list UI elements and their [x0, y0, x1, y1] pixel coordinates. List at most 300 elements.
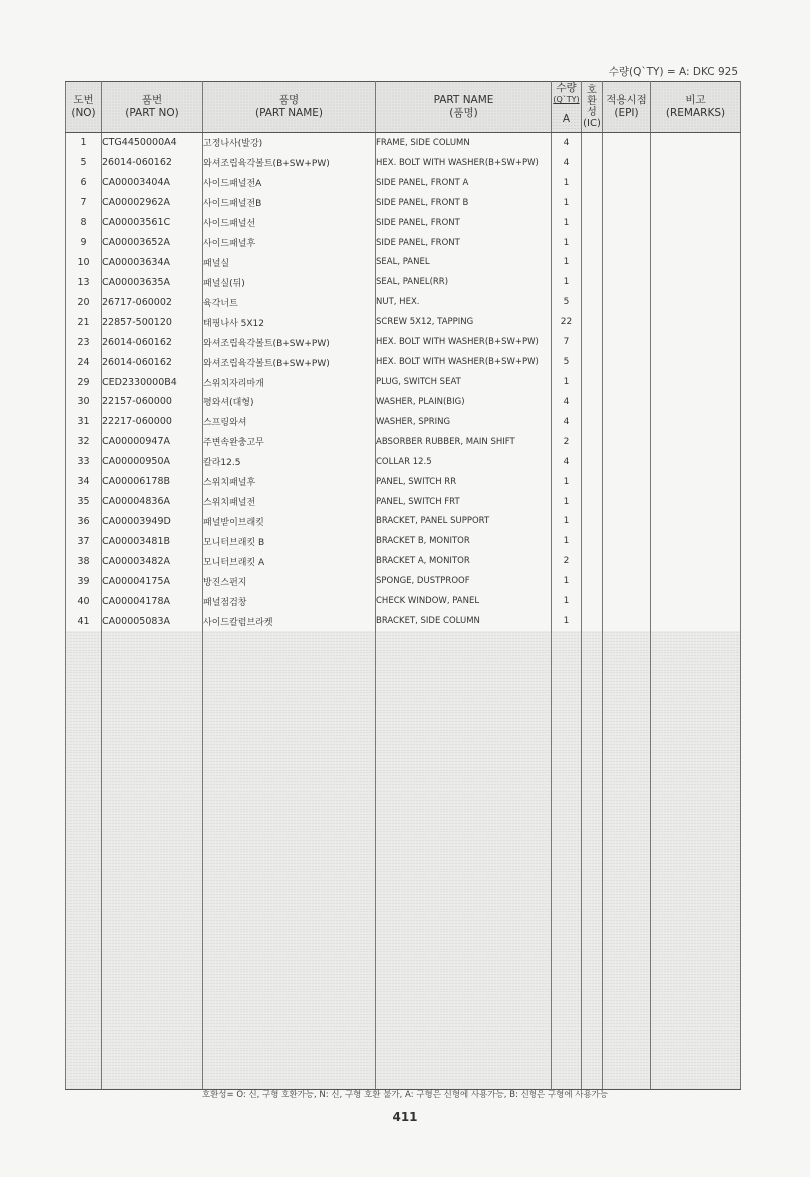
epi-cell — [603, 890, 651, 910]
empty-row — [66, 830, 741, 850]
remarks-cell — [651, 452, 741, 472]
part-number-cell: CTG4450000A4 — [102, 133, 203, 153]
part-number-cell — [102, 711, 203, 731]
part-ref-number-cell: 35 — [66, 492, 102, 512]
part-name-english-cell: ABSORBER RUBBER, MAIN SHIFT — [376, 432, 552, 452]
interchangeability-cell — [582, 771, 603, 791]
remarks-cell — [651, 890, 741, 910]
epi-cell — [603, 332, 651, 352]
part-ref-number-cell — [66, 771, 102, 791]
part-ref-number-cell: 31 — [66, 412, 102, 432]
epi-cell — [603, 133, 651, 153]
empty-row — [66, 990, 741, 1010]
col-qty-header-ko: 수량 — [556, 82, 577, 94]
empty-row — [66, 1029, 741, 1049]
part-name-english-cell: NUT, HEX. — [376, 292, 552, 312]
part-number-cell: 22857-500120 — [102, 312, 203, 332]
empty-row — [66, 810, 741, 830]
epi-cell — [603, 233, 651, 253]
remarks-cell — [651, 332, 741, 352]
part-name-english-cell: SCREW 5X12, TAPPING — [376, 312, 552, 332]
epi-cell — [603, 691, 651, 711]
epi-cell — [603, 810, 651, 830]
part-name-korean-cell — [203, 751, 376, 771]
part-name-korean-cell — [203, 1049, 376, 1069]
part-number-cell: 22157-060000 — [102, 392, 203, 412]
quantity-cell: 1 — [552, 233, 582, 253]
col-part-no-header — [102, 82, 203, 133]
empty-row — [66, 631, 741, 651]
table-body — [66, 133, 741, 1090]
epi-cell — [603, 950, 651, 970]
part-name-korean-cell: 와셔조립육각볼트(B+SW+PW) — [203, 352, 376, 372]
part-ref-number-cell — [66, 990, 102, 1010]
empty-row — [66, 930, 741, 950]
remarks-cell — [651, 611, 741, 631]
part-number-cell — [102, 830, 203, 850]
remarks-cell — [651, 1010, 741, 1030]
interchangeability-cell — [582, 671, 603, 691]
epi-cell — [603, 990, 651, 1010]
part-number-cell — [102, 990, 203, 1010]
empty-row — [66, 651, 741, 671]
col-epi-header — [603, 82, 651, 133]
quantity-cell — [552, 990, 582, 1010]
interchangeability-cell — [582, 631, 603, 651]
epi-cell — [603, 1010, 651, 1030]
part-name-korean-cell: 사이드칼럼브라켓 — [203, 611, 376, 631]
table-row — [66, 432, 741, 452]
col-no-header-ko: 도번 — [73, 94, 94, 106]
interchangeability-cell — [582, 312, 603, 332]
part-ref-number-cell — [66, 671, 102, 691]
part-name-korean-cell: 스위치자리마개 — [203, 372, 376, 392]
part-number-cell: CA00003635A — [102, 272, 203, 292]
epi-cell — [603, 173, 651, 193]
part-name-korean-cell: 방진스펀지 — [203, 571, 376, 591]
table-row — [66, 472, 741, 492]
empty-row — [66, 711, 741, 731]
part-name-english-cell — [376, 990, 552, 1010]
remarks-cell — [651, 292, 741, 312]
part-ref-number-cell — [66, 970, 102, 990]
part-name-english-cell — [376, 830, 552, 850]
col-part-name-header-en: (PART NAME) — [254, 107, 324, 119]
quantity-cell: 5 — [552, 352, 582, 372]
remarks-cell — [651, 850, 741, 870]
interchangeability-cell — [582, 372, 603, 392]
part-ref-number-cell: 34 — [66, 472, 102, 492]
interchangeability-cell — [582, 970, 603, 990]
col-ic-header — [582, 82, 603, 133]
part-name-korean-cell: 스프링와셔 — [203, 412, 376, 432]
part-ref-number-cell: 24 — [66, 352, 102, 372]
epi-cell — [603, 372, 651, 392]
col-en-name-header — [376, 82, 552, 133]
interchangeability-cell — [582, 332, 603, 352]
epi-cell — [603, 850, 651, 870]
part-number-cell — [102, 890, 203, 910]
part-ref-number-cell — [66, 1049, 102, 1069]
part-ref-number-cell: 33 — [66, 452, 102, 472]
interchangeability-cell — [582, 1069, 603, 1089]
part-number-cell — [102, 1069, 203, 1089]
remarks-cell — [651, 1029, 741, 1049]
interchangeability-cell — [582, 850, 603, 870]
quantity-cell — [552, 830, 582, 850]
interchangeability-cell — [582, 910, 603, 930]
part-name-english-cell: BRACKET B, MONITOR — [376, 531, 552, 551]
part-name-korean-cell — [203, 850, 376, 870]
part-ref-number-cell: 7 — [66, 193, 102, 213]
interchangeability-cell — [582, 790, 603, 810]
interchangeability-cell — [582, 611, 603, 631]
part-name-korean-cell: 패널점검창 — [203, 591, 376, 611]
interchangeability-cell — [582, 751, 603, 771]
part-number-cell — [102, 970, 203, 990]
part-name-korean-cell: 주변속완충고무 — [203, 432, 376, 452]
remarks-cell — [651, 631, 741, 651]
part-name-korean-cell: 태핑나사 5X12 — [203, 312, 376, 332]
epi-cell — [603, 771, 651, 791]
table-row — [66, 392, 741, 412]
part-number-cell — [102, 950, 203, 970]
epi-cell — [603, 352, 651, 372]
quantity-cell — [552, 711, 582, 731]
interchangeability-cell — [582, 551, 603, 571]
part-ref-number-cell: 13 — [66, 272, 102, 292]
interchangeability-cell — [582, 472, 603, 492]
remarks-cell — [651, 970, 741, 990]
part-name-english-cell — [376, 691, 552, 711]
epi-cell — [603, 1069, 651, 1089]
interchangeability-cell — [582, 213, 603, 233]
part-number-cell: CA00003482A — [102, 551, 203, 571]
part-ref-number-cell: 37 — [66, 531, 102, 551]
part-name-english-cell — [376, 930, 552, 950]
part-name-korean-cell — [203, 910, 376, 930]
col-no-header-en: (NO) — [71, 107, 96, 119]
part-ref-number-cell — [66, 890, 102, 910]
epi-cell — [603, 830, 651, 850]
table-row — [66, 193, 741, 213]
remarks-cell — [651, 312, 741, 332]
empty-row — [66, 1069, 741, 1089]
quantity-cell: 1 — [552, 193, 582, 213]
part-name-korean-cell: 패널실(뒤) — [203, 272, 376, 292]
remarks-cell — [651, 930, 741, 950]
quantity-cell — [552, 790, 582, 810]
part-ref-number-cell — [66, 790, 102, 810]
part-number-cell: CA00003404A — [102, 173, 203, 193]
part-number-cell: CA00003652A — [102, 233, 203, 253]
quantity-cell: 2 — [552, 432, 582, 452]
remarks-cell — [651, 870, 741, 890]
part-name-korean-cell: 패널받이브래킷 — [203, 512, 376, 532]
interchangeability-cell — [582, 691, 603, 711]
col-ic-line-4: (IC) — [583, 118, 601, 129]
part-number-cell: CA00003949D — [102, 512, 203, 532]
interchangeability-cell — [582, 492, 603, 512]
part-name-english-cell: SPONGE, DUSTPROOF — [376, 571, 552, 591]
interchangeability-cell — [582, 830, 603, 850]
interchangeability-cell — [582, 731, 603, 751]
remarks-cell — [651, 253, 741, 273]
remarks-cell — [651, 790, 741, 810]
quantity-cell: 1 — [552, 611, 582, 631]
quantity-cell: 1 — [552, 512, 582, 532]
quantity-cell: 7 — [552, 332, 582, 352]
part-name-korean-cell: 사이드패널후 — [203, 233, 376, 253]
part-ref-number-cell — [66, 1069, 102, 1089]
part-number-cell: CA00005083A — [102, 611, 203, 631]
part-name-korean-cell — [203, 890, 376, 910]
col-remarks-header-ko: 비고 — [685, 94, 706, 106]
interchangeability-cell — [582, 272, 603, 292]
quantity-cell — [552, 870, 582, 890]
part-name-english-cell: HEX. BOLT WITH WASHER(B+SW+PW) — [376, 332, 552, 352]
table-row — [66, 591, 741, 611]
quantity-cell — [552, 850, 582, 870]
quantity-cell: 1 — [552, 253, 582, 273]
part-ref-number-cell: 38 — [66, 551, 102, 571]
quantity-cell: 1 — [552, 591, 582, 611]
remarks-cell — [651, 771, 741, 791]
epi-cell — [603, 910, 651, 930]
part-number-cell — [102, 850, 203, 870]
part-name-korean-cell: 모니터브래킷 B — [203, 531, 376, 551]
quantity-cell: 4 — [552, 452, 582, 472]
part-name-korean-cell — [203, 970, 376, 990]
part-name-korean-cell — [203, 671, 376, 691]
interchangeability-cell — [582, 392, 603, 412]
quantity-cell: 1 — [552, 571, 582, 591]
part-ref-number-cell — [66, 950, 102, 970]
part-ref-number-cell — [66, 731, 102, 751]
table-header — [66, 82, 741, 133]
part-name-korean-cell — [203, 950, 376, 970]
part-number-cell — [102, 910, 203, 930]
part-ref-number-cell — [66, 691, 102, 711]
interchangeability-cell — [582, 711, 603, 731]
epi-cell — [603, 312, 651, 332]
part-name-english-cell: WASHER, PLAIN(BIG) — [376, 392, 552, 412]
part-ref-number-cell: 10 — [66, 253, 102, 273]
quantity-cell: 1 — [552, 272, 582, 292]
part-name-english-cell: SEAL, PANEL — [376, 253, 552, 273]
col-epi-header-en: (EPI) — [614, 107, 639, 119]
part-ref-number-cell — [66, 1010, 102, 1030]
remarks-cell — [651, 233, 741, 253]
remarks-cell — [651, 830, 741, 850]
part-number-cell: 26014-060162 — [102, 153, 203, 173]
remarks-cell — [651, 412, 741, 432]
quantity-cell — [552, 1029, 582, 1049]
epi-cell — [603, 1049, 651, 1069]
remarks-cell — [651, 352, 741, 372]
remarks-cell — [651, 1049, 741, 1069]
part-number-cell — [102, 771, 203, 791]
interchangeability-cell — [582, 1049, 603, 1069]
quantity-cell — [552, 631, 582, 651]
part-name-english-cell — [376, 631, 552, 651]
part-ref-number-cell: 30 — [66, 392, 102, 412]
part-name-english-cell — [376, 970, 552, 990]
quantity-cell: 1 — [552, 472, 582, 492]
part-ref-number-cell: 5 — [66, 153, 102, 173]
interchangeability-cell — [582, 193, 603, 213]
remarks-cell — [651, 671, 741, 691]
part-number-cell — [102, 870, 203, 890]
part-ref-number-cell: 21 — [66, 312, 102, 332]
part-name-english-cell: COLLAR 12.5 — [376, 452, 552, 472]
quantity-cell: 1 — [552, 492, 582, 512]
part-name-english-cell: PLUG, SWITCH SEAT — [376, 372, 552, 392]
part-number-cell — [102, 751, 203, 771]
epi-cell — [603, 531, 651, 551]
empty-row — [66, 671, 741, 691]
part-ref-number-cell — [66, 910, 102, 930]
epi-cell — [603, 213, 651, 233]
table-row — [66, 512, 741, 532]
part-name-english-cell: HEX. BOLT WITH WASHER(B+SW+PW) — [376, 352, 552, 372]
col-epi-header-ko: 적용시점 — [606, 94, 647, 106]
interchangeability-cell — [582, 591, 603, 611]
quantity-cell — [552, 1069, 582, 1089]
col-remarks-header-en: (REMARKS) — [665, 107, 726, 119]
epi-cell — [603, 671, 651, 691]
remarks-cell — [651, 492, 741, 512]
part-ref-number-cell — [66, 870, 102, 890]
part-number-cell — [102, 671, 203, 691]
part-name-english-cell: SIDE PANEL, FRONT A — [376, 173, 552, 193]
part-name-english-cell: SIDE PANEL, FRONT — [376, 213, 552, 233]
col-en-name-header-ko: (품명) — [449, 107, 478, 119]
part-ref-number-cell — [66, 711, 102, 731]
remarks-cell — [651, 392, 741, 412]
epi-cell — [603, 731, 651, 751]
part-name-english-cell — [376, 711, 552, 731]
part-name-english-cell: HEX. BOLT WITH WASHER(B+SW+PW) — [376, 153, 552, 173]
part-name-korean-cell: 사이드패널전B — [203, 193, 376, 213]
epi-cell — [603, 193, 651, 213]
part-name-korean-cell: 사이드패널전A — [203, 173, 376, 193]
part-name-english-cell: BRACKET A, MONITOR — [376, 551, 552, 571]
part-name-korean-cell — [203, 930, 376, 950]
part-ref-number-cell — [66, 751, 102, 771]
table-row — [66, 571, 741, 591]
part-name-korean-cell: 스위치패널전 — [203, 492, 376, 512]
col-remarks-header — [651, 82, 741, 133]
epi-cell — [603, 790, 651, 810]
col-en-name-header-en: PART NAME — [433, 94, 494, 106]
interchangeability-cell — [582, 571, 603, 591]
empty-row — [66, 970, 741, 990]
epi-cell — [603, 272, 651, 292]
quantity-cell — [552, 910, 582, 930]
epi-cell — [603, 571, 651, 591]
interchangeability-cell — [582, 452, 603, 472]
remarks-cell — [651, 173, 741, 193]
table-row — [66, 531, 741, 551]
part-number-cell — [102, 651, 203, 671]
col-part-name-header-ko: 품명 — [278, 94, 300, 106]
part-ref-number-cell: 39 — [66, 571, 102, 591]
part-ref-number-cell: 9 — [66, 233, 102, 253]
part-name-english-cell: BRACKET, SIDE COLUMN — [376, 611, 552, 631]
part-name-korean-cell: 모니터브래킷 A — [203, 551, 376, 571]
part-name-english-cell: SEAL, PANEL(RR) — [376, 272, 552, 292]
empty-row — [66, 751, 741, 771]
part-name-english-cell — [376, 771, 552, 791]
quantity-cell — [552, 890, 582, 910]
part-name-korean-cell: 패널실 — [203, 253, 376, 273]
epi-cell — [603, 452, 651, 472]
remarks-cell — [651, 551, 741, 571]
part-name-english-cell: SIDE PANEL, FRONT — [376, 233, 552, 253]
part-name-english-cell — [376, 910, 552, 930]
part-name-english-cell — [376, 1029, 552, 1049]
remarks-cell — [651, 571, 741, 591]
part-number-cell: CA00004175A — [102, 571, 203, 591]
col-part-name-header — [203, 82, 376, 133]
table-row — [66, 492, 741, 512]
part-name-korean-cell: 평와셔(대형) — [203, 392, 376, 412]
quantity-cell: 5 — [552, 292, 582, 312]
interchangeability-cell — [582, 990, 603, 1010]
table-row — [66, 551, 741, 571]
interchangeability-cell — [582, 1029, 603, 1049]
part-number-cell: CA00003481B — [102, 531, 203, 551]
part-name-korean-cell — [203, 711, 376, 731]
quantity-cell — [552, 950, 582, 970]
part-name-korean-cell — [203, 810, 376, 830]
part-name-english-cell — [376, 790, 552, 810]
remarks-cell — [651, 272, 741, 292]
remarks-cell — [651, 910, 741, 930]
part-name-english-cell: SIDE PANEL, FRONT B — [376, 193, 552, 213]
part-name-korean-cell — [203, 731, 376, 751]
quantity-cell — [552, 751, 582, 771]
table-row — [66, 332, 741, 352]
quantity-cell — [552, 1049, 582, 1069]
quantity-cell — [552, 771, 582, 791]
part-name-korean-cell — [203, 830, 376, 850]
part-number-cell: CA00003561C — [102, 213, 203, 233]
epi-cell — [603, 1029, 651, 1049]
part-name-english-cell — [376, 671, 552, 691]
quantity-cell — [552, 970, 582, 990]
part-name-english-cell — [376, 850, 552, 870]
remarks-cell — [651, 372, 741, 392]
part-ref-number-cell: 23 — [66, 332, 102, 352]
quantity-cell: 1 — [552, 531, 582, 551]
quantity-cell — [552, 930, 582, 950]
remarks-cell — [651, 950, 741, 970]
part-number-cell — [102, 1029, 203, 1049]
interchangeability-cell — [582, 810, 603, 830]
part-name-korean-cell: 육각너트 — [203, 292, 376, 312]
part-number-cell: CA00006178B — [102, 472, 203, 492]
epi-cell — [603, 711, 651, 731]
part-name-english-cell — [376, 950, 552, 970]
col-qty-header-en: (Q`TY) — [553, 95, 580, 104]
part-name-korean-cell: 고정나사(발강) — [203, 133, 376, 153]
empty-row — [66, 1010, 741, 1030]
part-name-korean-cell: 와셔조립육각볼트(B+SW+PW) — [203, 332, 376, 352]
part-ref-number-cell — [66, 930, 102, 950]
interchangeability-cell — [582, 870, 603, 890]
